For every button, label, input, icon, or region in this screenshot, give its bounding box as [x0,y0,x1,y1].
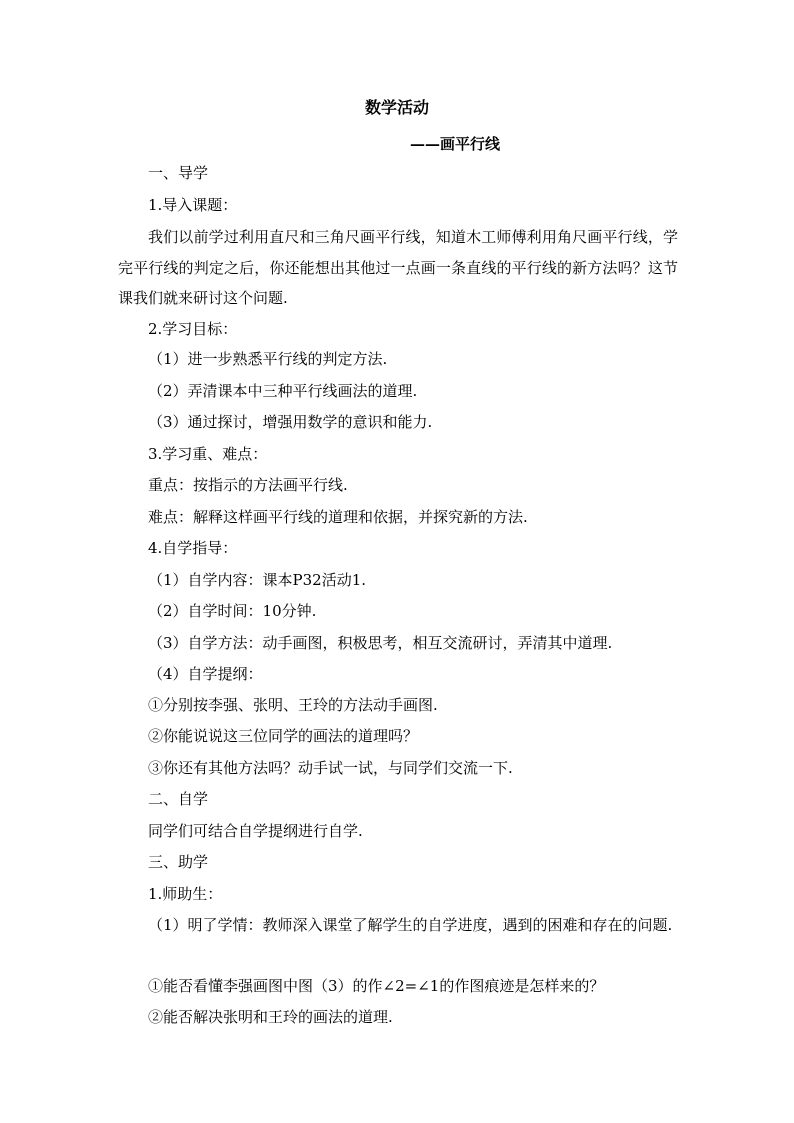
guide-item-method: （3）自学方法：动手画图，积极思考，相互交流研讨，弄清其中道理. [148,634,613,652]
document-subtitle: ——画平行线 [410,135,501,153]
outline-item-2: ②你能说说这三位同学的画法的道理吗？ [148,727,419,745]
outline-item-1: ①分别按李强、张明、王玲的方法动手画图. [148,696,438,714]
section-heading-assist: 三、助学 [148,853,209,871]
teacher-help-paragraph: （1）明了学情：教师深入课堂了解学生的自学进度，遇到的困难和存在的问题. [148,916,673,934]
intro-paragraph: 我们以前学过利用直尺和三角尺画平行线，知道木工师傅利用角尺画平行线，学完平行线的判定之后，你还能想出其他过一点画一条直线的平行线的新方法吗？这节课我们就来研讨这个问题. [118,228,678,307]
self-study-text: 同学们可结合自学提纲进行自学. [148,822,363,840]
guide-item-content: （1）自学内容：课本P32活动1. [148,571,367,589]
subheading-teacher-help: 1.师助生： [148,885,223,903]
goal-item-3: （3）通过探讨，增强用数学的意识和能力. [148,413,433,431]
subheading-key-points: 3.学习重、难点： [148,445,268,463]
key-point: 重点：按指示的方法画平行线. [148,476,348,494]
section-heading-guide: 一、导学 [148,164,209,182]
difficult-point: 难点：解释这样画平行线的道理和依据，并探究新的方法. [148,508,528,526]
goal-item-1: （1）进一步熟悉平行线的判定方法. [148,350,388,368]
question-item-2: ②能否解决张明和王玲的画法的道理. [148,1008,393,1026]
subheading-intro: 1.导入课题： [148,196,238,214]
question-item-1: ①能否看懂李强画图中图（3）的作∠2=∠1的作图痕迹是怎样来的？ [148,977,605,995]
guide-item-outline: （4）自学提纲： [148,665,263,683]
goal-item-2: （2）弄清课本中三种平行线画法的道理. [148,382,418,400]
section-heading-self-study: 二、自学 [148,790,209,808]
subheading-goals: 2.学习目标： [148,320,238,338]
guide-item-time: （2）自学时间：10分钟. [148,602,317,620]
document-title: 数学活动 [364,98,429,117]
outline-item-3: ③你还有其他方法吗？动手试一试，与同学们交流一下. [148,759,513,777]
subheading-self-study-guide: 4.自学指导： [148,539,238,557]
